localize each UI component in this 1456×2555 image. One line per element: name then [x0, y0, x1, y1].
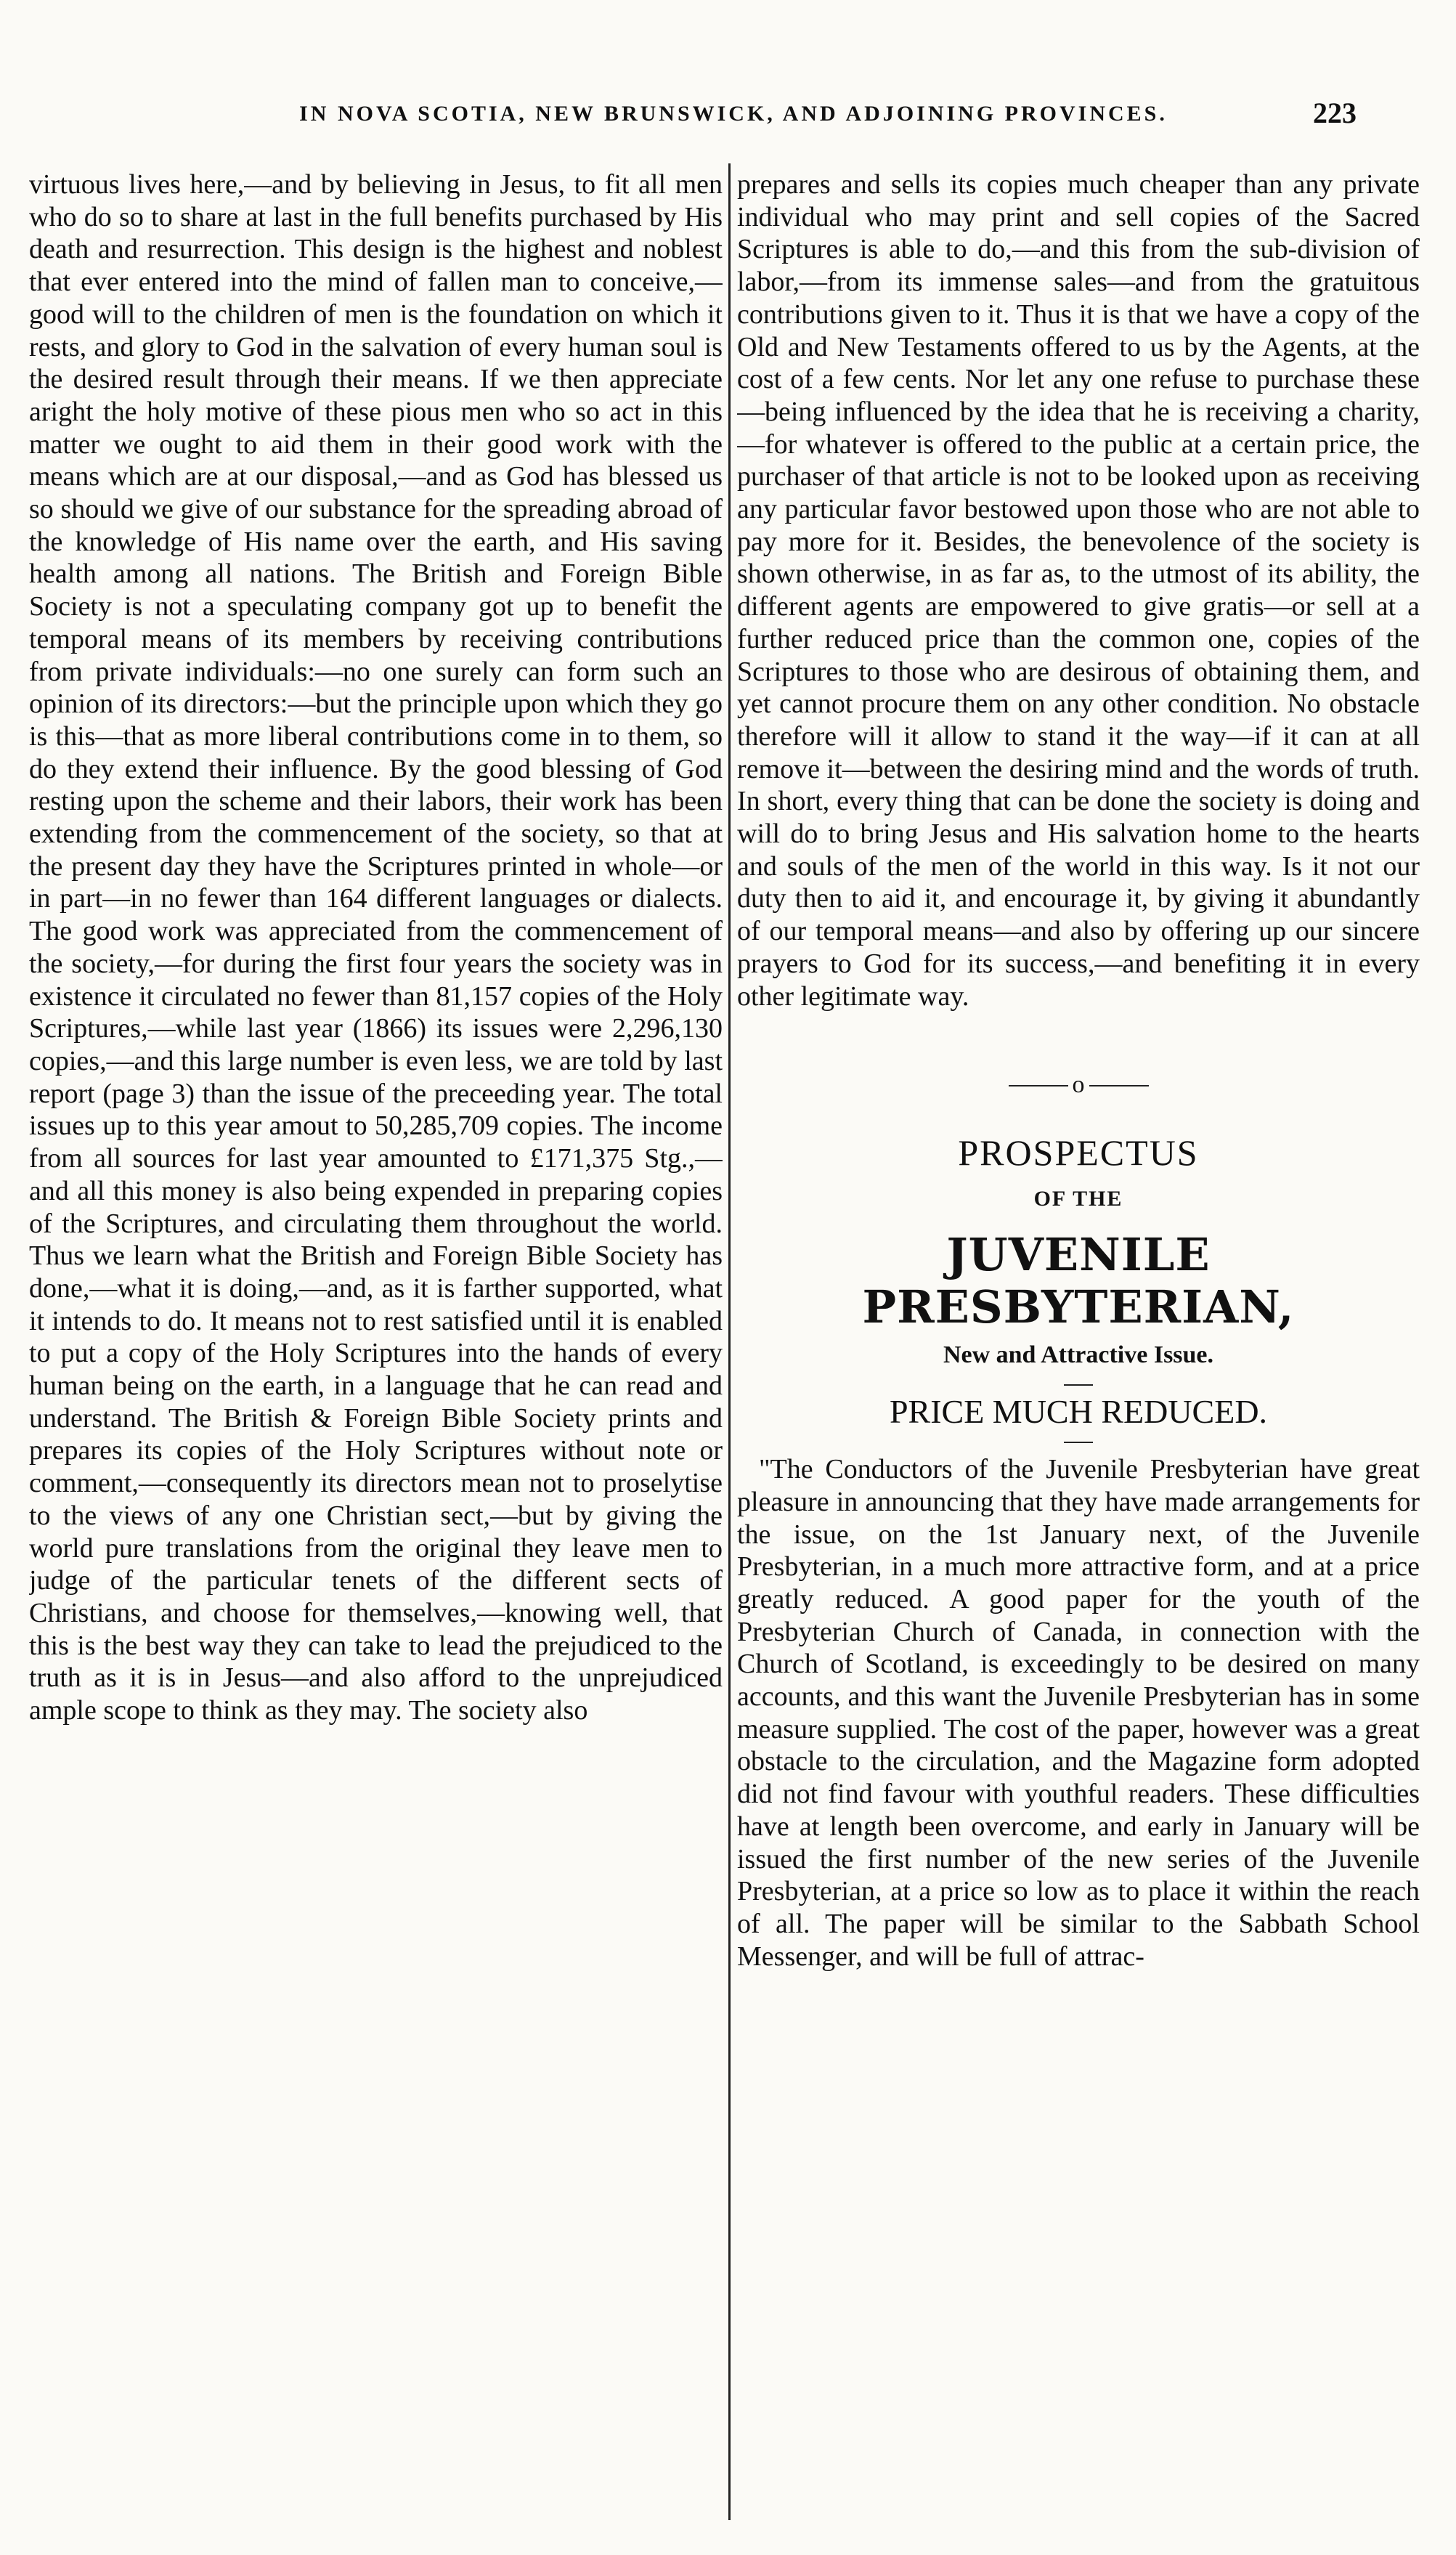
left-column: [29, 168, 723, 2522]
publication-title: JUVENILE PRESBYTERIAN,: [862, 1227, 1295, 1333]
prospectus-body: "The Conductors of the Juvenile Presbyterian have great pleasure in announcing that they have made arrangements for the issue, on the 1st January next, of the Juvenile Presbyterian, in a much more attractive form, and at a price greatly reduced. A good paper for the youth of the Presbyterian Church of Canada, in connection with the Church of Scotland, is exceedingly to be desired on many accounts, and this want the Juvenile Presbyterian has in some measure supplied. The cost of the paper, however was a great obstacle to the circulation, and the Magazine form adopted did not find favour with youthful readers. These difficulties have at length been overcome, and early in January will be issued the first number of the new series of the Juvenile Presbyterian, at a price so low as to place it within the reach of all. The paper will be similar to the Sabbath School Messenger, and will be full of attrac-: [737, 1454, 1420, 1972]
prospectus-of-the: OF THE: [1033, 1186, 1123, 1211]
section-separator: [737, 1069, 1420, 1102]
short-rule: [1064, 1384, 1093, 1386]
page-number: 223: [1313, 97, 1357, 129]
price-line: PRICE MUCH REDUCED.: [889, 1393, 1268, 1431]
running-head: IN NOVA SCOTIA, NEW BRUNSWICK, AND ADJOINING PROVINCES.: [299, 102, 1168, 126]
right-column: [737, 168, 1420, 2522]
publication-subtitle: New and Attractive Issue.: [943, 1341, 1214, 1368]
separator-dash-left: [1009, 1085, 1068, 1086]
column-divider: [728, 163, 731, 2520]
separator-dash-right: [1089, 1085, 1149, 1086]
short-rule-2: [1064, 1442, 1093, 1443]
separator-mark: o: [1072, 1071, 1085, 1099]
left-column-text: virtuous lives here,—and by believing in Jesus, to fit all men who do so to share at last in the full benefits purchased by His death and resurrection. This design is the highest and noblest that ever entered into the mind of fallen man to conceive,—good will to the children of men is the foundation on which it rests, and glory to God in the salvation of every human soul is the desired result through their means. If we then appreciate aright the holy motive of these pious men who so act in this matter we ought to aid them in their good work with the means which are at our disposal,—and as God has blessed us so should we give of our substance for the spreading abroad of the knowledge of His name over the earth, and His saving health among all nations. The British and Foreign Bible Society is not a speculating company got up to benefit the temporal means of its members by receiving contributions from private individuals:—no one surely can form such an opinion of its directors:—but the principle upon which they go is this—that as more liberal contributions come in to them, so do they extend their influence. By the good blessing of God resting upon the scheme and their labors, their work has been extending from the commencement of the society, so that at the present day they have the Scriptures printed in whole—or in part—in no fewer than 164 different languages or dialects. The good work was appreciated from the commencement of the society,—for during the first four years the society was in existence it circulated no fewer than 81,157 copies of the Holy Scriptures,—while last year (1866) its issues were 2,296,130 copies,—and this large number is even less, we are told by last report (page 3) than the issue of the preceeding year. The total issues up to this year amout to 50,285,709 copies. The income from all sources for last year amounted to £171,375 Stg.,—and all this money is also being expended in preparing copies of the Scriptures, and circulating them throughout the world. Thus we learn what the British and Foreign Bible Society has done,—what it is doing,—and, as it is farther supported, what it intends to do. It means not to rest satisfied until it is enabled to put a copy of the Holy Scriptures into the hands of every human being on the earth, in a language that he can read and understand. The British & Foreign Bible Society prints and prepares its copies of the Holy Scriptures without note or comment,—consequently its directors mean not to proselytise to the views of any one Christian sect,—but by giving the world pure translations from the original they leave men to judge of the particular tenets of the different sects of Christians, and choose for themselves,—knowing well, that this is the best way they can take to lead the prejudiced to the truth as it is in Jesus—and also afford to the unprejudiced ample scope to think as they may. The society also: [29, 169, 723, 1726]
right-column-text: prepares and sells its copies much cheaper than any private individual who may print and sell copies of the Sacred Scriptures is able to do,—and this from the sub-division of labor,—from its immense sales—and from the gratuitous contributions given to it. Thus it is that we have a copy of the Old and New Testaments offered to us by the Agents, at the cost of a few cents. Nor let any one refuse to purchase these—being influenced by the idea that he is receiving a charity,—for whatever is offered to the public at a certain price, the purchaser of that article is not to be looked upon as receiving any particular favor bestowed upon those who are not able to pay more for it. Besides, the benevolence of the society is shown otherwise, in as far as, to the utmost of its ability, the different agents are empowered to give gratis—or sell at a further reduced price than the common one, copies of the Scriptures to those who are desirous of obtaining them, and yet cannot procure them on any other condition. No obstacle therefore will it allow to stand it the way—if it can at all remove it—between the desiring mind and the words of truth. In short, every thing that can be done the society is doing and will do to bring Jesus and His salvation home to the hearts and souls of the men of the world in this way. Is it not our duty then to aid it, and encourage it, by giving it abundantly of our temporal means—and also by offering up our sincere prayers to God for its success,—and benefiting it in every other legitimate way.: [737, 169, 1420, 1012]
prospectus-heading: PROSPECTUS: [958, 1132, 1199, 1173]
